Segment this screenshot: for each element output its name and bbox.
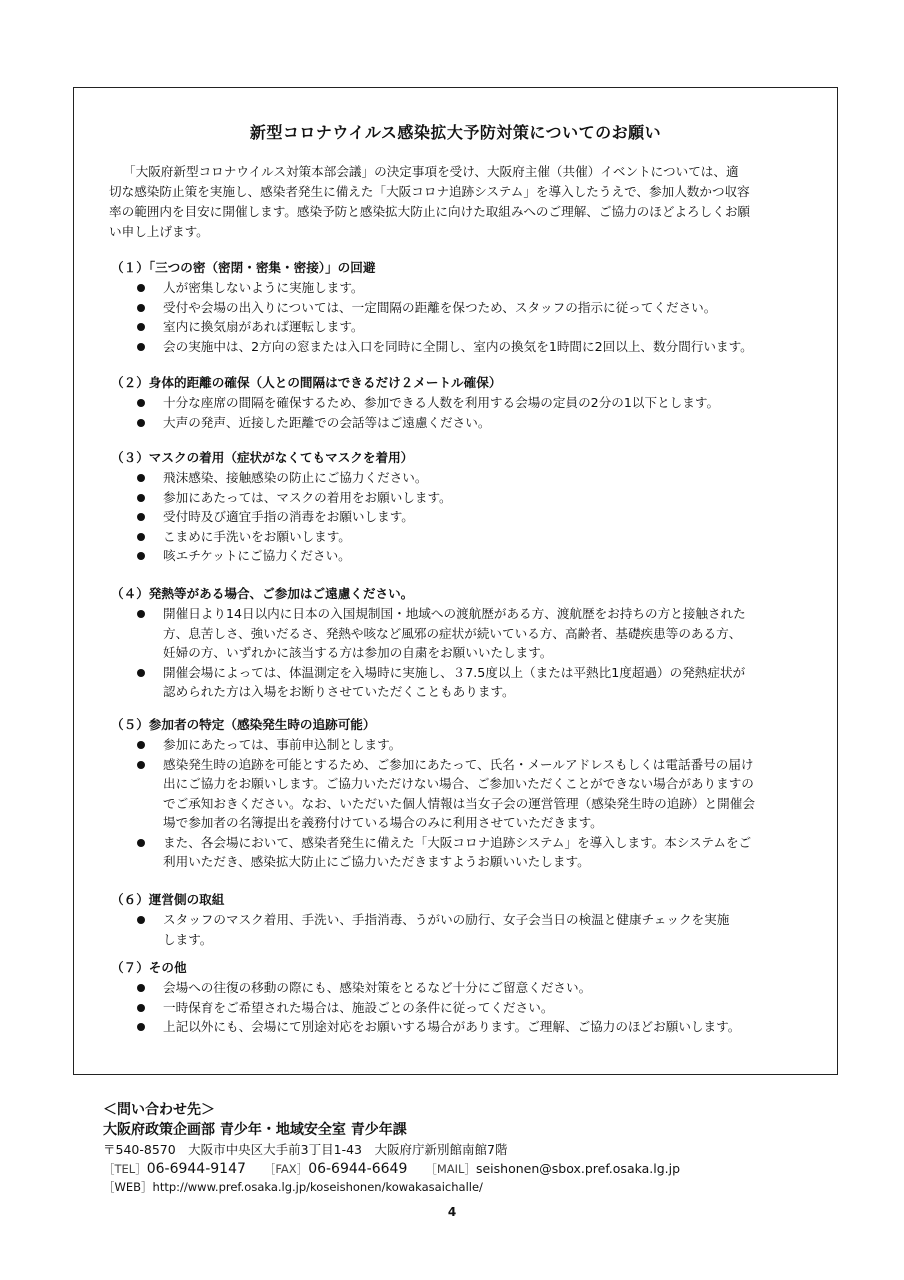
bullet-dot-icon (137, 399, 145, 407)
section-heading: （１）「三つの密（密閉・密集・密接）」の回避 (111, 260, 376, 275)
bullet-list (111, 278, 801, 356)
bullet-text: 十分な座席の間隔を確保するため、参加できる人数を利用する会場の定員の2分の1以下とします。 (163, 395, 720, 410)
page-title: 新型コロナウイルス感染拡大予防対策についてのお願い (249, 123, 662, 142)
section-7 (111, 958, 801, 1037)
contact-address: 〒540-8570 大阪市中央区大手前3丁目1-43 大阪府庁新別館南館7階 (103, 1142, 508, 1157)
bullet-list (111, 604, 801, 702)
list-item (111, 468, 801, 488)
web-link[interactable]: http://www.pref.osaka.lg.jp/koseishonen/kowakasaichalle/ (152, 1180, 483, 1194)
bullet-dot-icon (137, 304, 145, 312)
page-number: 4 (447, 1205, 457, 1219)
section-2 (111, 373, 801, 432)
bullet-text: 上記以外にも、会場にて別途対応をお願いする場合があります。ご理解、ご協力のほどお願いします。 (163, 1019, 741, 1034)
section-5 (111, 715, 801, 872)
list-item (111, 317, 801, 337)
bullet-dot-icon (137, 323, 145, 331)
fax-label: ［FAX］ (263, 1162, 309, 1176)
bullet-dot-icon (137, 839, 145, 847)
contact-block (103, 1100, 803, 1197)
section-heading: （７）その他 (111, 960, 187, 975)
bullet-text: します。 (163, 931, 213, 947)
section-heading: （５）参加者の特定（感染発生時の追跡可能） (111, 717, 376, 732)
list-item (111, 735, 801, 755)
list-item (111, 527, 801, 547)
bullet-list (111, 393, 801, 432)
bullet-text: 飛沫感染、接触感染の防止にご協力ください。 (163, 470, 428, 485)
contact-web (103, 1178, 803, 1197)
bullet-list (111, 910, 801, 949)
intro-line: 切な感染防止策を実施し、感染者発生に備えた「大阪コロナ追跡システム」を導入したうえで、参加人数かつ収容 (109, 184, 750, 199)
bullet-text: 受付や会場の出入りについては、一定間隔の距離を保つため、スタッフの指示に従ってください。 (163, 299, 717, 315)
bullet-dot-icon (137, 494, 145, 502)
list-item (111, 413, 801, 433)
bullet-text: 受付時及び適宜手指の消毒をお願いします。 (163, 509, 414, 524)
list-item (111, 663, 801, 702)
intro-line: 率の範囲内を目安に開催します。感染予防と感染拡大防止に向けた取組みへのご理解、ご協力のほどよろしくお願 (109, 204, 751, 219)
bullet-list (111, 468, 801, 566)
bullet-dot-icon (137, 916, 145, 924)
bullet-text: 認められた方は入場をお断りさせていただくこともあります。 (163, 684, 515, 699)
intro-paragraph (109, 162, 806, 242)
bullet-text: 出にご協力をお願いします。ご協力いただけない場合、ご参加いただくことができない場合がありますの (163, 776, 754, 791)
bullet-dot-icon (137, 533, 145, 541)
bullet-text: 感染発生時の追跡を可能とするため、ご参加にあたって、氏名・メールアドレスもしくは電話番号の届け (163, 756, 754, 772)
fax-number: 06-6944-6649 (308, 1161, 408, 1177)
list-item (111, 393, 801, 413)
bullet-dot-icon (137, 552, 145, 560)
bullet-dot-icon (137, 610, 145, 618)
bullet-dot-icon (137, 513, 145, 521)
tel-number: 06-6944-9147 (146, 1161, 246, 1177)
bullet-dot-icon (137, 984, 145, 992)
bullet-text: でご承知おきください。なお、いただいた個人情報は当女子会の運営管理（感染発生時の追跡）と開催会 (163, 795, 755, 811)
bullet-text: スタッフのマスク着用、手洗い、手指消毒、うがいの励行、女子会当日の検温と健康チェックを実施 (163, 912, 730, 927)
bullet-dot-icon (137, 1004, 145, 1012)
list-item (111, 1017, 801, 1037)
list-item (111, 910, 801, 949)
contact-numbers (103, 1159, 803, 1178)
bullet-text: こまめに手洗いをお願いします。 (163, 528, 351, 544)
section-1 (111, 258, 801, 356)
bullet-text: 会の実施中は、2方向の窓または入口を同時に全開し、室内の換気を1時間に2回以上、数分間行います。 (163, 338, 753, 354)
bullet-list (111, 978, 801, 1037)
bullet-dot-icon (137, 474, 145, 482)
contact-organization: 大阪府政策企画部 青少年・地域安全室 青少年課 (103, 1122, 407, 1138)
list-item (111, 978, 801, 998)
list-item (111, 833, 801, 872)
mail-address[interactable]: seishonen@sbox.pref.osaka.lg.jp (475, 1161, 681, 1176)
bullet-dot-icon (137, 284, 145, 292)
list-item (111, 507, 801, 527)
list-item (111, 488, 801, 508)
bullet-text: 人が密集しないように実施します。 (163, 280, 364, 295)
section-heading: （６）運営側の取組 (111, 892, 225, 907)
bullet-text: 場で参加者の名簿提出を義務付けている場合のみに利用させていただきます。 (163, 815, 603, 830)
bullet-text: 方、息苦しさ、強いだるさ、発熱や咳など風邪の症状が続いている方、高齢者、基礎疾患等のある方、 (163, 625, 742, 641)
bullet-list (111, 735, 801, 872)
list-item (111, 546, 801, 566)
bullet-text: 参加にあたっては、マスクの着用をお願いします。 (163, 489, 452, 505)
web-label: ［WEB］ (103, 1180, 153, 1194)
mail-label: ［MAIL］ (425, 1162, 476, 1176)
bullet-text: 開催会場によっては、体温測定を入場時に実施し、３7.5度以上（または平熱比1度超過）の発熱症状が (163, 664, 746, 680)
bullet-text: 一時保育をご希望された場合は、施設ごとの条件に従ってください。 (163, 999, 554, 1015)
section-heading: （４）発熱等がある場合、ご参加はご遠慮ください。 (111, 586, 414, 601)
notice-frame (73, 87, 838, 1075)
list-item (111, 755, 801, 833)
bullet-text: また、各会場において、感染者発生に備えた「大阪コロナ追跡システム」を導入します。本システムをご (163, 834, 752, 850)
bullet-text: 会場への往復の移動の際にも、感染対策をとるなど十分にご留意ください。 (163, 980, 592, 995)
bullet-dot-icon (137, 741, 145, 749)
bullet-dot-icon (137, 761, 145, 769)
bullet-text: 咳エチケットにご協力ください。 (163, 548, 351, 563)
list-item (111, 337, 801, 357)
bullet-dot-icon (137, 669, 145, 677)
bullet-text: 妊婦の方、いずれかに該当する方は参加の自粛をお願いいたします。 (163, 645, 553, 660)
bullet-text: 利用いただき、感染拡大防止にご協力いただきますようお願いいたします。 (163, 854, 590, 869)
section-heading: （２）身体的距離の確保（人との間隔はできるだけ２メートル確保） (111, 375, 502, 390)
section-heading: （３）マスクの着用（症状がなくてもマスクを着用） (111, 450, 414, 465)
list-item (111, 278, 801, 298)
section-6 (111, 890, 801, 949)
bullet-dot-icon (137, 1023, 145, 1031)
contact-heading: ＜問い合わせ先＞ (103, 1102, 215, 1118)
bullet-text: 室内に換気扇があれば運転します。 (163, 319, 364, 334)
bullet-text: 大声の発声、近接した距離での会話等はご遠慮ください。 (163, 414, 491, 430)
list-item (111, 298, 801, 318)
list-item (111, 998, 801, 1018)
bullet-text: 参加にあたっては、事前申込制とします。 (163, 737, 402, 752)
bullet-text: 開催日より14日以内に日本の入国規制国・地域への渡航歴がある方、渡航歴をお持ちの方と接触された (163, 606, 746, 621)
bullet-dot-icon (137, 343, 145, 351)
list-item (111, 604, 801, 663)
section-4 (111, 584, 801, 702)
intro-line: い申し上げます。 (109, 224, 209, 239)
section-3 (111, 448, 801, 566)
intro-line: 「大阪府新型コロナウイルス対策本部会議」の決定事項を受け、大阪府主催（共催）イベントについては、適 (123, 164, 739, 179)
bullet-dot-icon (137, 419, 145, 427)
tel-label: ［TEL］ (103, 1162, 147, 1176)
